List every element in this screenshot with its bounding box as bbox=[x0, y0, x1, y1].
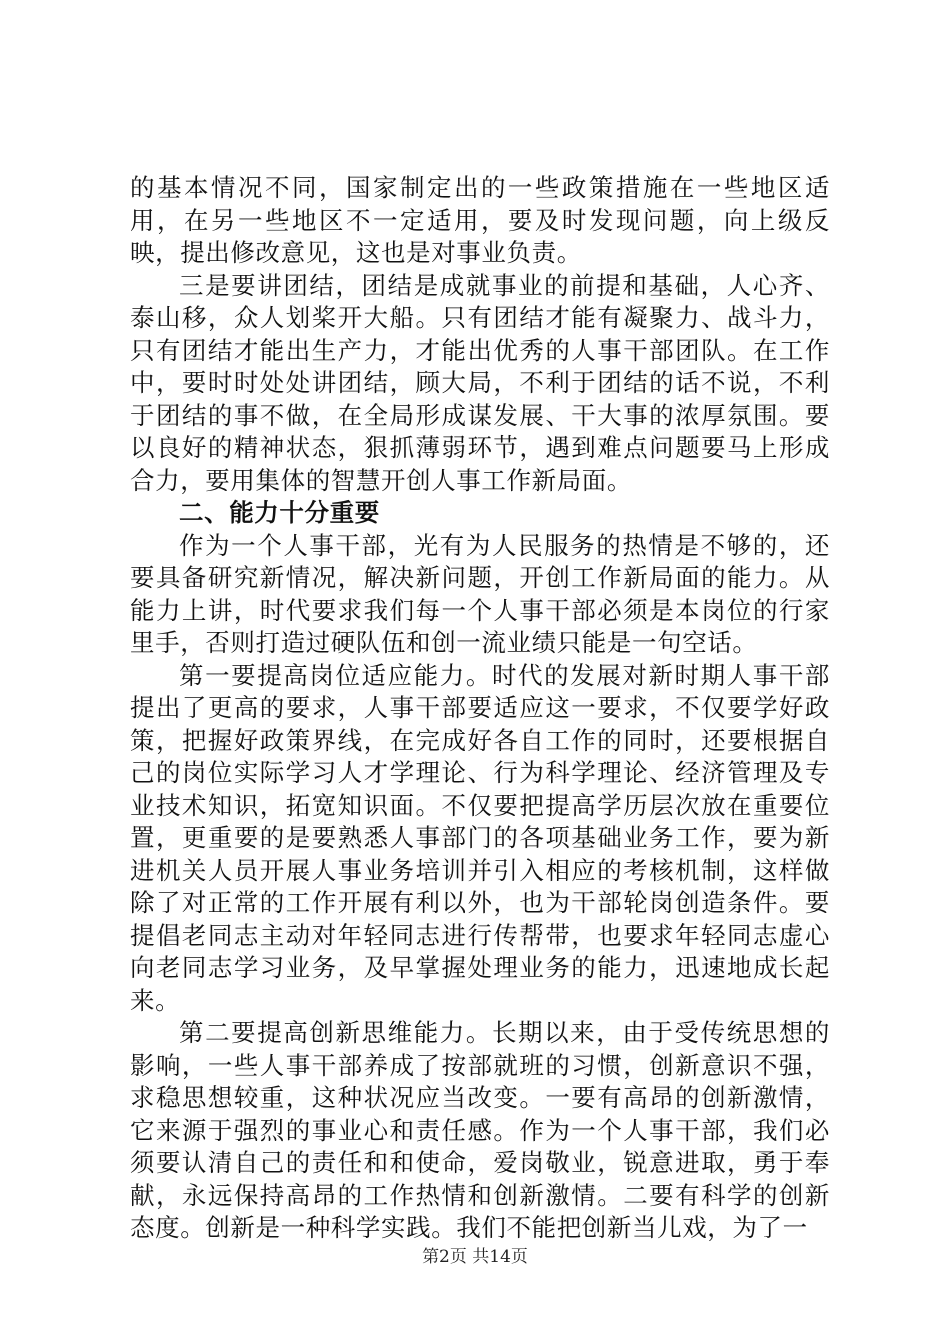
paragraph-3: 作为一个人事干部，光有为人民服务的热情是不够的，还要具备研究新情况，解决新问题，开创工作新局面的能力。从能力上讲，时代要求我们每一个人事干部必须是本岗位的行家里手，否则打造过硬队伍和创一流业绩只能是一句空话。 bbox=[130, 530, 830, 657]
paragraph-2: 三是要讲团结，团结是成就事业的前提和基础，人心齐、泰山移，众人划桨开大船。只有团结才能有凝聚力、战斗力，只有团结才能出生产力，才能出优秀的人事干部团队。在工作中，要时时处处讲团结，顾大局，不利于团结的话不说，不利于团结的事不做，在全局形成谋发展、干大事的浓厚氛围。要以良好的精神状态，狠抓薄弱环节，遇到难点问题要马上形成合力，要用集体的智慧开创人事工作新局面。 bbox=[130, 270, 830, 495]
page-number-label: 第2页 共14页 bbox=[422, 1247, 528, 1267]
section-heading: 二、能力十分重要 bbox=[179, 498, 380, 527]
page-footer bbox=[0, 1242, 950, 1267]
paragraph-4: 第一要提高岗位适应能力。时代的发展对新时期人事干部提出了更高的要求，人事干部要适应这一要求，不仅要学好政策，把握好政策界线，在完成好各自工作的同时，还要根据自己的岗位实际学习人才学理论、行为科学理论、经济管理及专业技术知识，拓宽知识面。不仅要把提高学历层次放在重要位置，更重要的是要熟悉人事部门的各项基础业务工作，要为新进机关人员开展人事业务培训并引入相应的考核机制，这样做除了对正常的工作开展有利以外，也为干部轮岗创造条件。要提倡老同志主动对年轻同志进行传帮带，也要求年轻同志虚心向老同志学习业务，及早掌握处理业务的能力，迅速地成长起来。 bbox=[130, 660, 830, 1015]
paragraph-5: 第二要提高创新思维能力。长期以来，由于受传统思想的影响，一些人事干部养成了按部就班的习惯，创新意识不强，求稳思想较重，这种状况应当改变。一要有高昂的创新激情，它来源于强烈的事业心和责任感。作为一个人事干部，我们必须要认清自己的责任和和使命，爱岗敬业，锐意进取，勇于奉献，永远保持高昂的工作热情和创新激情。二要有科学的创新态度。创新是一种科学实践。我们不能把创新当儿戏，为了一 bbox=[130, 1018, 830, 1242]
paragraph-1: 的基本情况不同，国家制定出的一些政策措施在一些地区适用，在另一些地区不一定适用，要及时发现问题，向上级反映，提出修改意见，这也是对事业负责。 bbox=[130, 173, 830, 267]
document-body bbox=[130, 172, 830, 1245]
